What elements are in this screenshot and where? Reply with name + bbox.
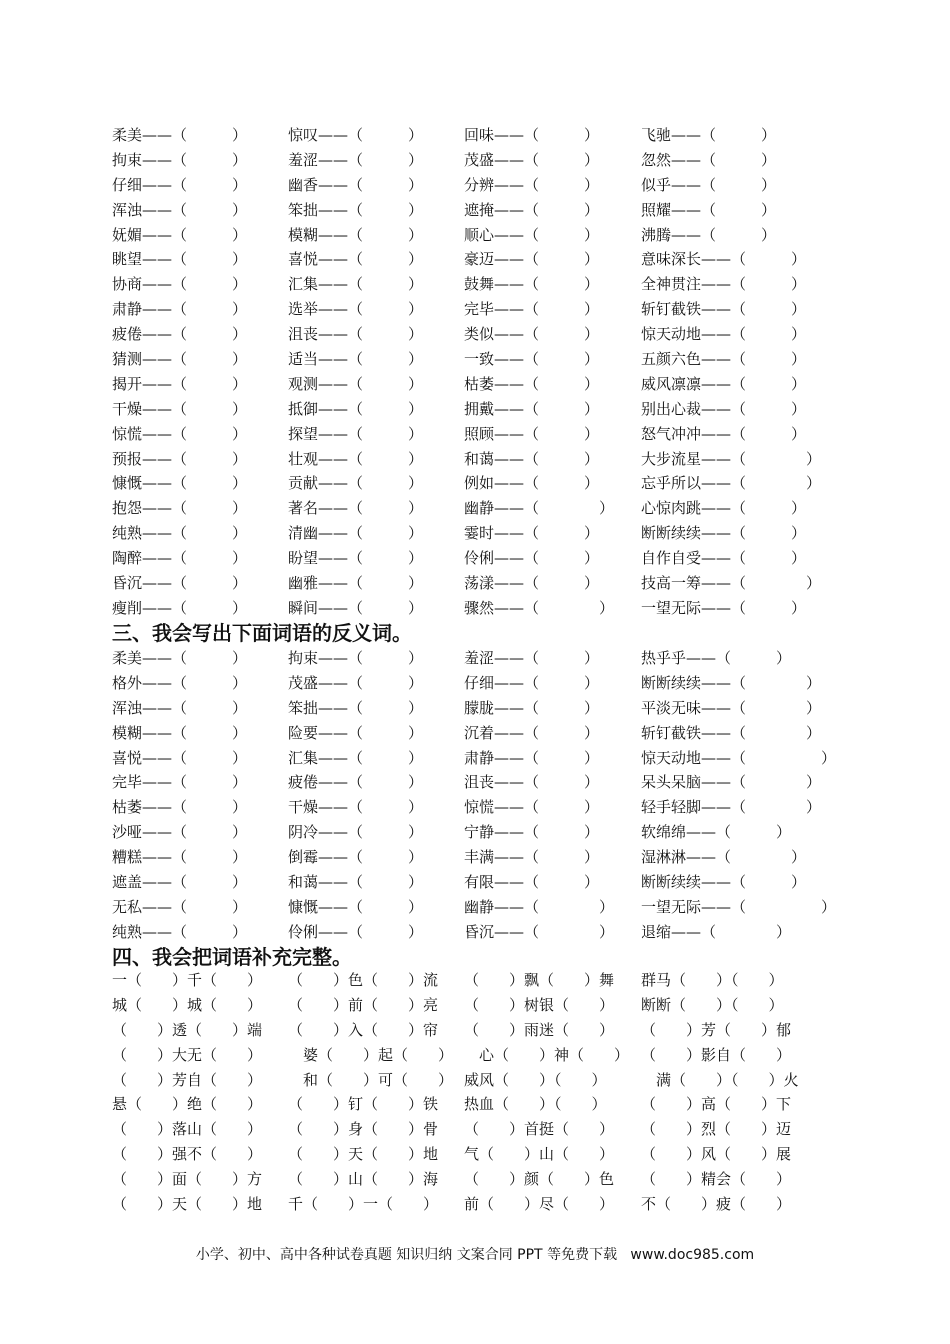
fill-item: 城（ ）城（ ） xyxy=(112,995,263,1014)
synonyms-item: 遮掩——（ ） xyxy=(464,200,600,219)
fill-row xyxy=(0,1192,950,1217)
synonyms-row xyxy=(0,571,950,596)
synonyms-item: 著名——（ ） xyxy=(288,499,424,518)
antonyms-row xyxy=(0,646,950,671)
fill-row xyxy=(0,993,950,1018)
fill-row xyxy=(0,1167,950,1192)
synonyms-item: 清幽——（ ） xyxy=(288,524,424,543)
antonyms-item: 喜悦——（ ） xyxy=(112,748,248,767)
antonyms-item: 羞涩——（ ） xyxy=(464,649,600,667)
fill-item: （ ）天（ ）地 xyxy=(288,1145,439,1164)
fill-row xyxy=(0,1092,950,1117)
synonyms-item: 瘦削——（ ） xyxy=(112,598,248,617)
synonyms-item: 协商——（ ） xyxy=(112,275,248,294)
synonyms-item: 沮丧——（ ） xyxy=(288,325,424,344)
synonyms-item: 完毕——（ ） xyxy=(464,300,600,319)
fill-item: （ ）山（ ）海 xyxy=(288,1170,439,1189)
synonyms-item: 例如——（ ） xyxy=(464,474,600,493)
synonyms-item: 干燥——（ ） xyxy=(112,399,248,418)
synonyms-item: 适当——（ ） xyxy=(288,350,424,369)
synonyms-item: 全神贯注——（ ） xyxy=(641,275,807,294)
antonyms-row xyxy=(0,870,950,895)
antonyms-row xyxy=(0,820,950,845)
antonyms-item: 断断续续——（ ） xyxy=(641,673,822,692)
antonyms-item: 湿淋淋——（ ） xyxy=(641,848,807,867)
synonyms-item: 斩钉截铁——（ ） xyxy=(641,300,807,319)
fill-item: 热血（ ）（ ） xyxy=(464,1095,607,1114)
antonyms-row xyxy=(0,895,950,920)
synonyms-item: 笨拙——（ ） xyxy=(288,200,424,219)
synonyms-item: 陶醉——（ ） xyxy=(112,549,248,568)
synonyms-row xyxy=(0,148,950,173)
antonyms-item: 慷慨——（ ） xyxy=(288,897,424,916)
fill-item: （ ）颜（ ）色 xyxy=(464,1170,615,1189)
synonyms-item: 羞涩——（ ） xyxy=(288,150,424,169)
synonyms-item: 自作自受——（ ） xyxy=(641,549,807,568)
synonyms-item: 类似——（ ） xyxy=(464,325,600,344)
synonyms-item: 抱怨——（ ） xyxy=(112,499,248,518)
synonyms-item: 纯熟——（ ） xyxy=(112,524,248,543)
synonyms-item: 妩媚——（ ） xyxy=(112,225,248,244)
fill-item: （ ）高（ ）下 xyxy=(641,1095,792,1114)
fill-item: 千（ ）一（ ） xyxy=(288,1195,439,1214)
synonyms-item: 慷慨——（ ） xyxy=(112,474,248,493)
synonyms-row xyxy=(0,322,950,347)
synonyms-row xyxy=(0,372,950,397)
fill-item: （ ）影自（ ） xyxy=(641,1045,792,1064)
antonyms-item: 平淡无味——（ ） xyxy=(641,698,822,717)
synonyms-item: 惊天动地——（ ） xyxy=(641,325,807,344)
synonyms-item: 贡献——（ ） xyxy=(288,474,424,493)
fill-item: （ ）色（ ）流 xyxy=(288,971,439,989)
antonyms-row xyxy=(0,671,950,696)
antonyms-item: 遮盖——（ ） xyxy=(112,873,248,892)
antonyms-item: 昏沉——（ ） xyxy=(464,922,615,941)
synonyms-item: 预报——（ ） xyxy=(112,449,248,468)
synonyms-item: 观测——（ ） xyxy=(288,374,424,393)
synonyms-item: 猜测——（ ） xyxy=(112,350,248,369)
synonyms-item: 眺望——（ ） xyxy=(112,250,248,269)
synonyms-item: 顺心——（ ） xyxy=(464,225,600,244)
antonyms-item: 干燥——（ ） xyxy=(288,798,424,817)
synonyms-row xyxy=(0,297,950,322)
antonyms-item: 沉着——（ ） xyxy=(464,723,600,742)
synonyms-item: 茂盛——（ ） xyxy=(464,150,600,169)
synonyms-item: 忽然——（ ） xyxy=(641,150,777,169)
synonyms-item: 浑浊——（ ） xyxy=(112,200,248,219)
fill-item: （ ）大无（ ） xyxy=(112,1045,263,1064)
antonyms-item: 汇集——（ ） xyxy=(288,748,424,767)
synonyms-item: 柔美——（ ） xyxy=(112,126,248,144)
antonyms-row xyxy=(0,696,950,721)
synonyms-item: 拘束——（ ） xyxy=(112,150,248,169)
antonyms-item: 纯熟——（ ） xyxy=(112,922,248,941)
fill-row xyxy=(0,1117,950,1142)
fill-item: 心（ ）神（ ） xyxy=(464,1045,630,1064)
fill-item: 断断（ ）（ ） xyxy=(641,995,784,1014)
antonyms-row xyxy=(0,795,950,820)
synonyms-item: 五颜六色——（ ） xyxy=(641,350,807,369)
antonyms-item: 笨拙——（ ） xyxy=(288,698,424,717)
synonyms-item: 威风凛凛——（ ） xyxy=(641,374,807,393)
antonyms-row xyxy=(0,920,950,945)
antonyms-item: 浑浊——（ ） xyxy=(112,698,248,717)
page-footer: 小学、初中、高中各种试卷真题 知识归纳 文案合同 PPT 等免费下载 www.doc985.com xyxy=(195,1247,755,1263)
synonyms-row xyxy=(0,471,950,496)
synonyms-item: 盼望——（ ） xyxy=(288,549,424,568)
synonyms-item: 探望——（ ） xyxy=(288,424,424,443)
antonyms-item: 退缩——（ ） xyxy=(641,922,792,941)
antonyms-item: 无私——（ ） xyxy=(112,897,248,916)
synonyms-row xyxy=(0,496,950,521)
antonyms-row xyxy=(0,721,950,746)
fill-item: （ ）透（ ）端 xyxy=(112,1020,263,1039)
fill-item: （ ）首挺（ ） xyxy=(464,1120,615,1139)
antonyms-item: 沙哑——（ ） xyxy=(112,823,248,842)
fill-in-exercise xyxy=(0,968,950,1217)
fill-item: 前（ ）尽（ ） xyxy=(464,1195,615,1214)
fill-item: （ ）身（ ）骨 xyxy=(288,1120,439,1139)
synonyms-item: 选举——（ ） xyxy=(288,300,424,319)
synonyms-item: 鼓舞——（ ） xyxy=(464,275,600,294)
fill-item: （ ）天（ ）地 xyxy=(112,1195,263,1214)
fill-item: （ ）精会（ ） xyxy=(641,1170,792,1189)
fill-item: 群马（ ）（ ） xyxy=(641,971,784,989)
synonyms-item: 瞬间——（ ） xyxy=(288,598,424,617)
antonyms-item: 热乎乎——（ ） xyxy=(641,649,792,667)
synonyms-item: 抵御——（ ） xyxy=(288,399,424,418)
antonyms-item: 完毕——（ ） xyxy=(112,773,248,792)
synonyms-item: 惊慌——（ ） xyxy=(112,424,248,443)
antonyms-item: 倒霉——（ ） xyxy=(288,848,424,867)
antonyms-item: 格外——（ ） xyxy=(112,673,248,692)
fill-item: （ ）树银（ ） xyxy=(464,995,615,1014)
antonyms-item: 疲倦——（ ） xyxy=(288,773,424,792)
fill-section-heading: 四、我会把词语补充完整。 xyxy=(112,945,352,969)
synonyms-item: 幽香——（ ） xyxy=(288,175,424,194)
synonyms-item: 骤然——（ ） xyxy=(464,598,615,617)
synonyms-item: 惊叹——（ ） xyxy=(288,126,424,144)
fill-item: （ ）入（ ）帘 xyxy=(288,1020,439,1039)
fill-item: 和（ ）可（ ） xyxy=(288,1070,454,1089)
antonyms-item: 阴冷——（ ） xyxy=(288,823,424,842)
antonyms-row xyxy=(0,845,950,870)
synonyms-item: 豪迈——（ ） xyxy=(464,250,600,269)
synonyms-row xyxy=(0,247,950,272)
antonyms-item: 惊慌——（ ） xyxy=(464,798,600,817)
synonyms-item: 仔细——（ ） xyxy=(112,175,248,194)
antonyms-item: 沮丧——（ ） xyxy=(464,773,600,792)
synonyms-row xyxy=(0,596,950,621)
fill-item: （ ）落山（ ） xyxy=(112,1120,263,1139)
synonyms-row xyxy=(0,447,950,472)
fill-row xyxy=(0,1142,950,1167)
synonyms-row xyxy=(0,123,950,148)
synonyms-item: 似乎——（ ） xyxy=(641,175,777,194)
synonyms-item: 喜悦——（ ） xyxy=(288,250,424,269)
synonyms-item: 一致——（ ） xyxy=(464,350,600,369)
antonyms-item: 糟糕——（ ） xyxy=(112,848,248,867)
antonyms-row xyxy=(0,746,950,771)
synonyms-item: 壮观——（ ） xyxy=(288,449,424,468)
fill-item: （ ）强不（ ） xyxy=(112,1145,263,1164)
synonyms-item: 沸腾——（ ） xyxy=(641,225,777,244)
synonyms-item: 拥戴——（ ） xyxy=(464,399,600,418)
synonyms-row xyxy=(0,347,950,372)
synonyms-item: 心惊肉跳——（ ） xyxy=(641,499,807,518)
synonyms-row xyxy=(0,223,950,248)
fill-item: （ ）芳自（ ） xyxy=(112,1070,263,1089)
synonyms-item: 汇集——（ ） xyxy=(288,275,424,294)
antonym-section-heading: 三、我会写出下面词语的反义词。 xyxy=(112,621,412,645)
fill-item: 一（ ）千（ ） xyxy=(112,971,263,989)
synonyms-item: 荡漾——（ ） xyxy=(464,574,600,593)
synonyms-item: 和蔼——（ ） xyxy=(464,449,600,468)
antonyms-item: 枯萎——（ ） xyxy=(112,798,248,817)
synonyms-item: 枯萎——（ ） xyxy=(464,374,600,393)
fill-item: 悬（ ）绝（ ） xyxy=(112,1095,263,1114)
synonyms-item: 断断续续——（ ） xyxy=(641,524,807,543)
synonyms-item: 忘乎所以——（ ） xyxy=(641,474,822,493)
fill-item: 不（ ）疲（ ） xyxy=(641,1195,792,1214)
antonyms-item: 惊天动地——（ ） xyxy=(641,748,837,767)
synonyms-item: 霎时——（ ） xyxy=(464,524,600,543)
fill-item: 满（ ）（ ）火 xyxy=(641,1070,799,1089)
synonyms-item: 回味——（ ） xyxy=(464,126,600,144)
antonyms-item: 伶俐——（ ） xyxy=(288,922,424,941)
antonyms-item: 柔美——（ ） xyxy=(112,649,248,667)
antonyms-item: 斩钉截铁——（ ） xyxy=(641,723,822,742)
antonyms-item: 模糊——（ ） xyxy=(112,723,248,742)
fill-row xyxy=(0,1018,950,1043)
synonyms-row xyxy=(0,397,950,422)
fill-item: （ ）芳（ ）郁 xyxy=(641,1020,792,1039)
fill-item: （ ）飘（ ）舞 xyxy=(464,971,615,989)
synonyms-item: 揭开——（ ） xyxy=(112,374,248,393)
fill-item: （ ）雨迷（ ） xyxy=(464,1020,615,1039)
synonyms-item: 别出心裁——（ ） xyxy=(641,399,807,418)
antonyms-item: 断断续续——（ ） xyxy=(641,873,807,892)
antonyms-item: 呆头呆脑——（ ） xyxy=(641,773,822,792)
synonyms-item: 照顾——（ ） xyxy=(464,424,600,443)
antonyms-item: 仔细——（ ） xyxy=(464,673,600,692)
synonym-exercise xyxy=(0,123,950,621)
synonyms-item: 幽静——（ ） xyxy=(464,499,615,518)
synonyms-item: 昏沉——（ ） xyxy=(112,574,248,593)
fill-row xyxy=(0,968,950,993)
synonyms-item: 肃静——（ ） xyxy=(112,300,248,319)
antonyms-item: 茂盛——（ ） xyxy=(288,673,424,692)
synonyms-row xyxy=(0,422,950,447)
antonyms-row xyxy=(0,770,950,795)
antonyms-item: 险要——（ ） xyxy=(288,723,424,742)
fill-row xyxy=(0,1068,950,1093)
antonyms-item: 朦胧——（ ） xyxy=(464,698,600,717)
synonyms-item: 飞驰——（ ） xyxy=(641,126,777,144)
fill-item: （ ）前（ ）亮 xyxy=(288,995,439,1014)
fill-item: （ ）面（ ）方 xyxy=(112,1170,263,1189)
antonyms-item: 和蔼——（ ） xyxy=(288,873,424,892)
antonym-exercise xyxy=(0,646,950,945)
synonyms-row xyxy=(0,173,950,198)
fill-item: （ ）风（ ）展 xyxy=(641,1145,792,1164)
synonyms-item: 伶俐——（ ） xyxy=(464,549,600,568)
antonyms-item: 幽静——（ ） xyxy=(464,897,615,916)
antonyms-item: 一望无际——（ ） xyxy=(641,897,837,916)
synonyms-row xyxy=(0,546,950,571)
synonyms-item: 意味深长——（ ） xyxy=(641,250,807,269)
fill-item: 气（ ）山（ ） xyxy=(464,1145,615,1164)
synonyms-item: 照耀——（ ） xyxy=(641,200,777,219)
fill-item: 婆（ ）起（ ） xyxy=(288,1045,454,1064)
fill-row xyxy=(0,1043,950,1068)
synonyms-item: 幽雅——（ ） xyxy=(288,574,424,593)
fill-item: （ ）钉（ ）铁 xyxy=(288,1095,439,1114)
fill-item: 威风（ ）（ ） xyxy=(464,1070,607,1089)
synonyms-item: 大步流星——（ ） xyxy=(641,449,822,468)
fill-item: （ ）烈（ ）迈 xyxy=(641,1120,792,1139)
synonyms-item: 一望无际——（ ） xyxy=(641,598,807,617)
antonyms-item: 有限——（ ） xyxy=(464,873,600,892)
antonyms-item: 肃静——（ ） xyxy=(464,748,600,767)
synonyms-row xyxy=(0,272,950,297)
antonyms-item: 软绵绵——（ ） xyxy=(641,823,792,842)
antonyms-item: 丰满——（ ） xyxy=(464,848,600,867)
synonyms-item: 技高一筹——（ ） xyxy=(641,574,822,593)
synonyms-item: 怒气冲冲——（ ） xyxy=(641,424,807,443)
synonyms-row xyxy=(0,198,950,223)
antonyms-item: 拘束——（ ） xyxy=(288,649,424,667)
antonyms-item: 轻手轻脚——（ ） xyxy=(641,798,822,817)
antonyms-item: 宁静——（ ） xyxy=(464,823,600,842)
synonyms-item: 疲倦——（ ） xyxy=(112,325,248,344)
synonyms-row xyxy=(0,521,950,546)
synonyms-item: 模糊——（ ） xyxy=(288,225,424,244)
synonyms-item: 分辨——（ ） xyxy=(464,175,600,194)
